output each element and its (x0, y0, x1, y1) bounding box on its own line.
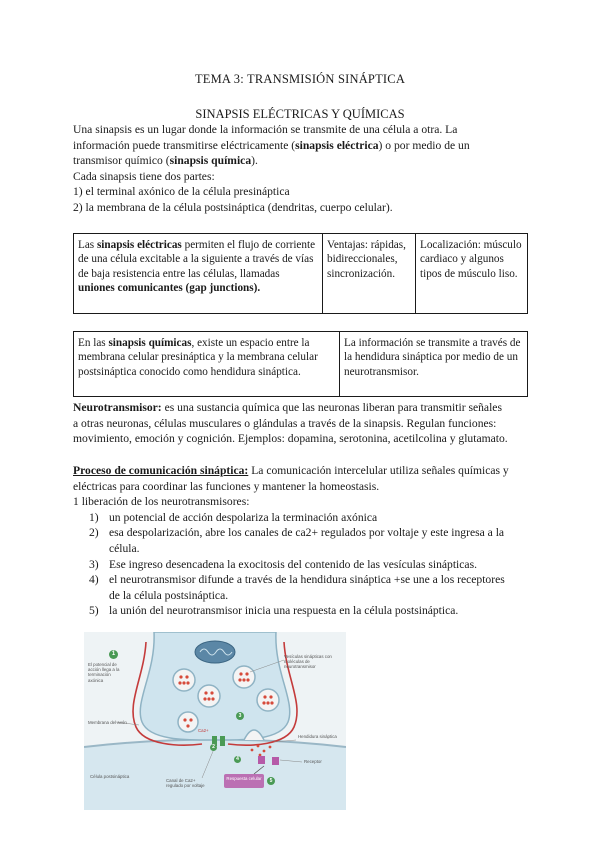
paragraph-line: 1 liberación de los neurotransmisores: (73, 495, 250, 509)
term: sinapsis químicas (108, 337, 192, 349)
term-electrical-synapse: sinapsis eléctrica (295, 138, 379, 152)
mitochondrion (195, 641, 235, 663)
transmission-cell: La información se transmite a través de la hendidura sináptica por medio de un neurotransmisor. (344, 337, 521, 378)
process-paragraph (73, 463, 543, 619)
step-number: 1) (89, 510, 99, 524)
intro-line (73, 138, 533, 154)
intro-line: 1) el terminal axónico de la célula presináptica (73, 185, 290, 199)
paragraph-line: a otras neuronas, células musculares o glándulas a través de la sinapsis. Regulan funciones: (73, 416, 497, 430)
text-span: En las (78, 337, 109, 349)
label-postsynaptic-cell: Célula postsináptica (90, 774, 130, 779)
term-chemical-synapse: sinapsis química (169, 154, 252, 168)
step-number: 5) (89, 604, 99, 618)
label-cell-response: Respuesta celular (226, 776, 262, 781)
vesicle (173, 669, 195, 691)
text-span: Las (78, 239, 97, 251)
paragraph-line (73, 400, 543, 416)
paragraph-line: movimiento, emoción y cognición. Ejemplos: dopamina, serotonina, acetilcolina y glutamato. (73, 432, 508, 446)
label-synaptic-cleft: Hendidura sináptica (298, 734, 337, 739)
step-text: de la célula postsináptica. (109, 588, 229, 602)
paragraph-line (73, 463, 543, 479)
intro-line: 2) la membrana de la célula postsináptica (dendritas, cuerpo celular). (73, 200, 393, 214)
text-span: , existe un espacio entre la membrana celular presináptica y la membrana celular postsináptica conocido como hendidura sináptica. (78, 337, 318, 378)
text-span: información puede transmitirse eléctricamente ( (73, 138, 296, 152)
step-text: célula. (109, 541, 140, 555)
step-text: un potencial de acción despolariza la terminación axónica (109, 510, 378, 524)
intro-paragraph (73, 122, 533, 216)
step-text: el neurotransmisor difunde a través de la hendidura sináptica +se une a los receptores (109, 573, 505, 587)
intro-line: Una sinapsis es un lugar donde la información se transmite de una célula a otra. La (73, 123, 458, 136)
receptor-shape (272, 757, 279, 765)
step-number: 3) (89, 557, 99, 571)
electrical-definition-cell (74, 234, 322, 313)
term: uniones comunicantes (gap junctions). (78, 282, 261, 295)
text-span: ). (251, 154, 258, 168)
text-span: transmisor químico ( (73, 154, 170, 168)
label-calcium-channel: Canal de Ca2+ regulado por voltaje (166, 778, 205, 789)
text-span: La comunicación intercelular utiliza señales químicas y (248, 464, 509, 477)
step-marker-3: 3 (236, 712, 244, 720)
vesicle (257, 689, 279, 711)
list-item (73, 510, 543, 526)
intro-line: Cada sinapsis tiene dos partes: (73, 169, 215, 183)
calcium-channel (220, 736, 225, 746)
step-marker-4: 4 (234, 756, 241, 763)
section-subtitle: SINAPSIS ELÉCTRICAS Y QUÍMICAS (195, 107, 405, 121)
step-number: 4) (89, 573, 99, 587)
advantages-cell: Ventajas: rápidas, bidireccionales, sincronización. (327, 239, 406, 280)
receptor-shape (258, 756, 265, 764)
page-title: TEMA 3: TRANSMISIÓN SINÁPTICA (194, 72, 406, 86)
step-marker-5: 5 (267, 777, 275, 785)
text-span: ) o por medio de un (378, 138, 470, 152)
step-number: 2) (89, 526, 99, 540)
paragraph-line: eléctricas para coordinar las funciones y mantener la homeostasis. (73, 479, 380, 493)
text-span: es una sustancia química que las neuronas liberan para transmitir señales (161, 401, 502, 414)
label-receptor: Receptor (304, 759, 322, 764)
vesicle (233, 666, 255, 688)
vesicle (198, 685, 220, 707)
list-item (73, 557, 543, 573)
location-cell: Localización: músculo cardiaco y algunos tipos de músculo liso. (420, 239, 522, 280)
list-item (73, 572, 543, 603)
label-calcium-ion: Ca2+ (198, 728, 209, 733)
neurotransmitter-paragraph (73, 400, 543, 447)
text-span: permiten el flujo de corriente de una célula excitable a la siguiente a través de vías de baja resistencia entre las células, llamadas (78, 239, 316, 280)
term: sinapsis eléctricas (96, 239, 182, 251)
electrical-synapse-table (73, 233, 528, 314)
list-item (73, 525, 543, 556)
step-marker-1: 1 (109, 650, 118, 659)
label-vesicles: Vesículas sinápticas con moléculas de neurotransmisor (284, 654, 332, 670)
synapse-figure (84, 632, 346, 810)
vesicle (178, 712, 198, 732)
list-item (73, 603, 543, 619)
step-text: esa despolarización, abre los canales de ca2+ regulados por voltaje y este ingresa a la (109, 526, 505, 540)
intro-line (73, 153, 533, 169)
label-axon-membrane: Membrana del axón (88, 720, 127, 725)
step-text: Ese ingreso desencadena la exocitosis del contenido de las vesículas sinápticas. (109, 557, 477, 571)
step-marker-2: 2 (210, 744, 217, 751)
process-steps (73, 510, 543, 619)
term-process: Proceso de comunicación sináptica: (73, 464, 249, 477)
chemical-definition-cell (74, 332, 339, 396)
term-neurotransmitter: Neurotransmisor: (73, 401, 162, 414)
step-text: la unión del neurotransmisor inicia una respuesta en la célula postsináptica. (109, 604, 459, 618)
chemical-synapse-table (73, 331, 528, 397)
label-action-potential: El potencial de acción llega a la terminación axónica (88, 662, 120, 683)
